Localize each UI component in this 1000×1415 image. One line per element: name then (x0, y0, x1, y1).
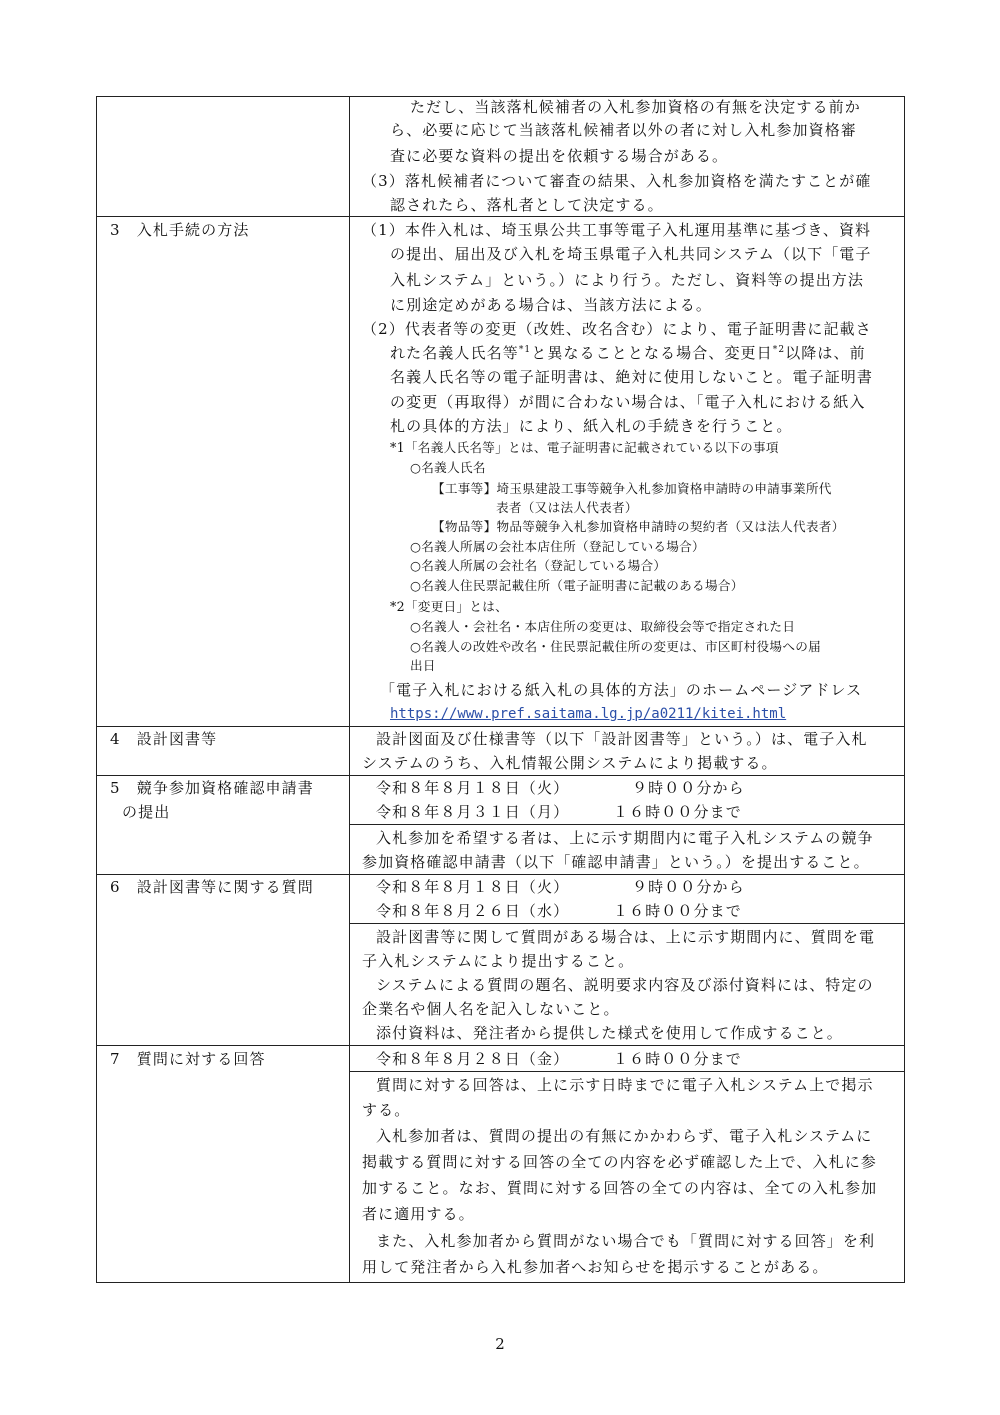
text-line: 子入札システムにより提出すること。 (362, 952, 635, 970)
cell-divider (349, 1071, 905, 1072)
url-caption: 「電子入札における紙入札の具体的方法」のホームページアドレス (380, 681, 863, 699)
text-line: 入札参加者は、質問の提出の有無にかかわらず、電子入札システムに (376, 1127, 873, 1145)
period-time: １６時００分まで (613, 1050, 742, 1068)
text-line: 設計図面及び仕様書等（以下「設計図書等」という。）は、電子入札 (376, 730, 868, 748)
footnote-line: ○名義人住民票記載住所（電子証明書に記載のある場合） (410, 578, 744, 593)
cell-divider (349, 923, 905, 924)
text-fragment: と異なることとなる場合、変更日 (531, 344, 773, 362)
text-line: 者に適用する。 (362, 1205, 475, 1223)
cell-divider (349, 824, 905, 825)
footnote-line: 【物品等】物品等競争入札参加資格申請時の契約者（又は法人代表者） (432, 519, 845, 534)
text-line: 札の具体的方法」により、紙入札の手続きを行うこと。 (390, 417, 793, 435)
row-label: の提出 (122, 803, 171, 821)
text-line: に別途定めがある場合は、当該方法による。 (390, 296, 713, 314)
text-line: （1）本件入札は、埼玉県公共工事等電子入札運用基準に基づき、資料 (362, 221, 872, 239)
footnote-line: 出日 (410, 658, 436, 673)
text-line: 入札参加を希望する者は、上に示す期間内に電子入札システムの競争 (376, 829, 874, 847)
homepage-link[interactable]: https://www.pref.saitama.lg.jp/a0211/kitei.html (390, 706, 787, 722)
text-line: 設計図書等に関して質問がある場合は、上に示す期間内に、質問を電 (376, 928, 876, 946)
text-line: システムによる質問の題名、説明要求内容及び添付資料には、特定の (376, 976, 874, 994)
page-number: 2 (495, 1335, 505, 1353)
footnote-line: *2「変更日」とは、 (390, 599, 509, 614)
row-label: 4 設計図書等 (110, 730, 218, 748)
footnote-line: 表者（又は法人代表者） (496, 500, 638, 515)
footnote-mark: *2 (772, 345, 786, 355)
text-fragment: 以降は、前 (785, 344, 866, 362)
row-divider (96, 874, 905, 875)
period-time: １６時００分まで (613, 902, 742, 920)
text-line: （3）落札候補者について審査の結果、入札参加資格を満たすことが確 (362, 172, 872, 190)
period-time: １６時００分まで (613, 803, 742, 821)
text-line: 加すること。なお、質問に対する回答の全ての内容は、全ての入札参加 (362, 1179, 878, 1197)
text-line: システムのうち、入札情報公開システムにより掲載する。 (362, 754, 778, 772)
text-line: する。 (362, 1101, 411, 1119)
table-right-border (904, 96, 905, 1283)
text-line: 用して発注者から入札参加者へお知らせを掲示することがある。 (362, 1258, 829, 1276)
footnote-mark: *1 (518, 345, 532, 355)
period-time: ９時００分から (632, 878, 745, 896)
text-line (390, 342, 866, 364)
text-line: ただし、当該落札候補者の入札参加資格の有無を決定する前か (410, 98, 861, 116)
row-divider (96, 216, 905, 217)
period-time: ９時００分から (632, 779, 745, 797)
footnote-line: ○名義人所属の会社名（登記している場合） (410, 558, 667, 573)
period-date: 令和８年８月１８日（火） (376, 779, 570, 797)
table-bottom-border (96, 1282, 905, 1283)
period-date: 令和８年８月２６日（水） (376, 902, 570, 920)
text-line: 企業名や個人名を記入しないこと。 (362, 1000, 620, 1018)
text-line: また、入札参加者から質問がない場合でも「質問に対する回答」を利 (376, 1232, 876, 1250)
text-line: （2）代表者等の変更（改姓、改名含む）により、電子証明書に記載さ (362, 320, 872, 338)
row-label: 5 競争参加資格確認申請書 (110, 779, 314, 797)
footnote-line: ○名義人の改姓や改名・住民票記載住所の変更は、市区町村役場への届 (410, 639, 821, 654)
text-line: 認されたら、落札者として決定する。 (390, 196, 664, 214)
row-divider (96, 1045, 905, 1046)
row-divider (96, 775, 905, 776)
column-divider (349, 96, 350, 1283)
text-line: 添付資料は、発注者から提供した様式を使用して作成すること。 (376, 1024, 843, 1042)
footnote-line: ○名義人・会社名・本店住所の変更は、取締役会等で指定された日 (410, 619, 796, 634)
row-label: 7 質問に対する回答 (110, 1050, 266, 1068)
footnote-line: ○名義人氏名 (410, 460, 486, 475)
footnote-line: *1「名義人氏名等」とは、電子証明書に記載されている以下の事項 (390, 440, 779, 455)
table-left-border (96, 96, 97, 1283)
text-line: 掲載する質問に対する回答の全ての内容を必ず確認した上で、入札に参 (362, 1153, 877, 1171)
row-label: 6 設計図書等に関する質問 (110, 878, 314, 896)
text-line: ら、必要に応じて当該落札候補者以外の者に対し入札参加資格審 (390, 121, 857, 139)
footnote-line: 【工事等】埼玉県建設工事等競争入札参加資格申請時の申請事業所代 (432, 481, 832, 496)
row-label: 3 入札手続の方法 (110, 221, 250, 239)
text-line: 参加資格確認申請書（以下「確認申請書」という。）を提出すること。 (362, 853, 870, 871)
text-fragment: れた名義人氏名等 (390, 344, 519, 362)
text-line: 査に必要な資料の提出を依頼する場合がある。 (390, 147, 729, 165)
text-line: 名義人氏名等の電子証明書は、絶対に使用しないこと。電子証明書 (390, 368, 874, 386)
period-date: 令和８年８月１８日（火） (376, 878, 570, 896)
footnote-line: ○名義人所属の会社本店住所（登記している場合） (410, 539, 705, 554)
text-line: 質問に対する回答は、上に示す日時までに電子入札システム上で掲示 (376, 1076, 874, 1094)
period-date: 令和８年８月３１日（月） (376, 803, 570, 821)
text-line: の変更（再取得）が間に合わない場合は、「電子入札における紙入 (390, 393, 866, 411)
text-line: 入札システム」という。）により行う。ただし、資料等の提出方法 (390, 271, 865, 289)
row-divider (96, 726, 905, 727)
text-line: の提出、届出及び入札を埼玉県電子入札共同システム（以下「電子 (390, 245, 872, 263)
period-date: 令和８年８月２８日（金） (376, 1050, 570, 1068)
